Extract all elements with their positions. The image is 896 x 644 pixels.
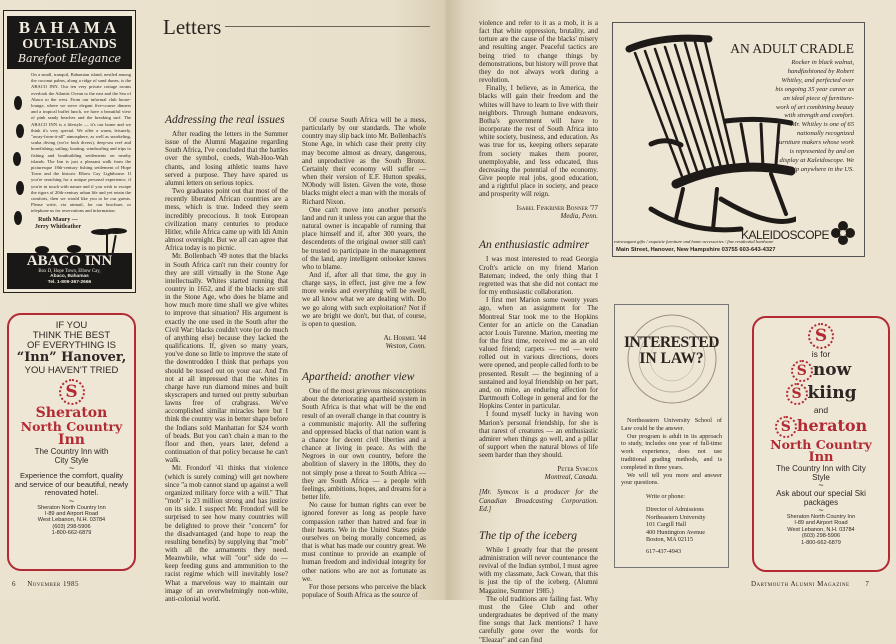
- brand-name: Inn: [808, 450, 834, 465]
- signer-name: Al Hormel '44: [383, 334, 426, 343]
- sheraton-ski-ad: [752, 316, 890, 572]
- letter-paragraph: Of course South Africa will be a mess, particularly by our standards. The whole country may slip back into Mr. Bollenbach's Stone Age, in which case their pretty city may become almost as dreary, dangerous, and unproductive as the South Bronx. Certainly their economy will suffer — when their version of E.F. Hutton speaks, NObody will listen. Given the vote, those blacks might elect a man with the morals of Richard Nixon.: [302, 116, 426, 206]
- slogan: The Country Inn with City Style: [776, 464, 866, 482]
- signer-name: Peter Symcox: [557, 465, 598, 474]
- address: 400 Huntington Avenue: [646, 528, 706, 536]
- divider: ~: [818, 480, 824, 490]
- section-title: Letters: [163, 15, 222, 39]
- ad-tagline: extravagant gifts / exquisite furniture and home accessories / fine residential hardware: [614, 239, 774, 244]
- sheraton-logo-icon: S: [808, 323, 834, 349]
- letter-paragraph: While I greatly fear that the present administration will never countenance the revival of the Indian symbol, I must agree with my classmate, Jack Cowan, that this is just the tip of the iceberg. (Alumni Magazine, Summer 1985.): [479, 545, 598, 595]
- ad-word: kiing: [807, 383, 857, 403]
- left-page: [0, 0, 448, 603]
- brand-name: Inn: [58, 432, 85, 448]
- ad-line: THINK THE BEST: [32, 330, 111, 341]
- contact-prompt: Write or phone:: [646, 493, 685, 501]
- ad-headline: IN LAW?: [639, 350, 704, 367]
- letter-signature: [302, 334, 426, 350]
- phone: 1-800-662-6879: [801, 539, 841, 546]
- brand-name: heraton: [796, 416, 868, 435]
- letter-paragraph: One can't move into another person's land and run it unless you can argue that the natural owner is incapable of running that place himself and if, after 300 years, the descendents of the original owner still can't be trusted to participate in the management of the land, any intelligent onlooker knows who to blame.: [302, 205, 426, 271]
- ad-paragraph: Our program is adult in its approach to study, includes one year of full-time work experience, does not use traditional grading methods, and is completed in three years.: [621, 432, 722, 471]
- letter-paragraph: violence and refer to it as a mob, it is a fact that white oppression, brutality, and torture are the cause of the blacks' misery and resulting anger. Peaceful tactics are being tried to change things by demonstrations, but history will prove that they do not always work during a revolution.: [479, 19, 598, 85]
- address: I-89 and Airport Road: [794, 520, 848, 527]
- divider: ~: [818, 505, 824, 515]
- letter-paragraph: I was most interested to read Georgia Croft's article on my friend Marion Bateman; indeed, the only thing that I regretted was that she did not contact me for my enthusiastic collaboration.: [479, 255, 598, 297]
- ad-body: On a small, tranquil, Bahamian island, nestled among the coconut palms, along a ridge of sand dunes, is the ABACO INN. Our ten very private cottage rooms overlook the Atlantic Ocean to the east and the Sea of Abaco to the west. From our informal club house-lounge, where we serve elegant five-course dinners and a tropical buffet lunch, we have a beautiful view of pink sandy beaches and the breaking surf. The ABACO INN is a lifestyle — it's our home and we think it's very special. We offer a warm, leisurely, "away-from-it-all" atmosphere, as well as snorkeling, scuba diving (we're both divers), deep-sea reef and bonefishing; sailing; boating, windsurfing and trips to fishing and boatbuilding settlements on nearby islands. The Inn is just a pleasant walk from the picturesque 18th-century fishing settlement of Hope Town and the historic Elbow Cay Lighthouse. If you're searching for a unique personal experience, if you're in touch with nature and if you wish to escape the rigors of 20th-century urban life and yet retain the comforts, then we would like you to be our guests. Please write, via airmail, for our brochure, or telephone us for reservations and information.: [31, 72, 131, 214]
- letters-column-1: [165, 113, 288, 603]
- phone: 617-437-4943: [646, 547, 682, 555]
- ad-footer: [7, 253, 132, 289]
- ad-headline: INTERESTED: [624, 334, 719, 351]
- page-number: 6: [12, 580, 16, 588]
- letter-signature: [479, 204, 598, 220]
- ad-line: YOU HAVEN'T TRIED: [24, 365, 119, 376]
- ad-body: [621, 417, 722, 556]
- sheraton-logo-icon: S: [786, 383, 808, 405]
- address: I-89 and Airport Road: [44, 510, 99, 517]
- address: Sheraton North Country Inn: [37, 504, 106, 511]
- ad-line: and: [813, 405, 829, 415]
- ad-address: Main Street, Hanover, New Hampshire 03755 603-643-4327: [616, 247, 776, 253]
- address: West Lebanon, N.H. 03784: [787, 526, 855, 533]
- phone: 1-800-662-6879: [51, 530, 92, 537]
- address: West Lebanon, N.H. 03784: [37, 517, 106, 524]
- letter-heading: Apartheid: another view: [302, 371, 415, 384]
- address: Box D, Hope Town, Elbow Cay,: [38, 269, 101, 274]
- kaleidoscope-ad: [612, 22, 865, 257]
- letter-paragraph: I first met Marion some twenty years ago, when an assignment for The Montreal Star took me to the Hopkins Center for an article on the Canadian actor Louis Turenne. Marion, meeting me for the first time, received me as an old valued friend; carpets — red — were rolled out in various directions, doors were opened, and people called forth to be presented. Result — the beginning of a sustained and loyal friendship on her part, and, on mine, an enduring affection for Dartmouth College in general and for the Hopkins Center in particular.: [479, 296, 598, 411]
- sheraton-logo-icon: S: [791, 360, 813, 382]
- letter-heading: An enthusiastic admirer: [479, 239, 590, 252]
- page-folio: [751, 580, 869, 588]
- letter-paragraph: No cause for human rights can ever be ignored forever as long as people have compassion rather than hatred and fear in their hearts. We in the United States pride ourselves on being morally concerned, as that is what has made our country great. We must continue to provide an example of human freedom and individual integrity for other nations who are not as fortunate as we.: [302, 501, 426, 583]
- right-page: [448, 0, 896, 644]
- magazine-name: Dartmouth Alumni Magazine: [751, 580, 850, 588]
- pitch: Ask about our special Ski packages: [776, 489, 866, 507]
- ad-line: “Inn” Hanover,: [16, 350, 127, 365]
- brand-name: Sheraton: [35, 405, 108, 421]
- address: Northeastern University: [646, 513, 706, 521]
- ad-line: is for: [811, 349, 831, 359]
- address: Sheraton North Country Inn: [786, 514, 856, 520]
- page-number: 7: [865, 580, 870, 588]
- divider: ~: [68, 463, 75, 473]
- ad-header: [7, 16, 132, 69]
- signer-place: Media, Penn.: [560, 212, 598, 221]
- letter-paragraph: Two graduates point out that most of the recently liberated African countries are a mess, which is true. Indeed they seem incredibly precocious. It took European civilization many centuries to produce Hitler, while Africa came up with Idi Amin almost overnight. But we all can agree that Africa today is no picnic.: [165, 187, 288, 253]
- owner-name: Jerry Whitleather: [34, 223, 82, 230]
- pitch: Experience the comfort, quality and service of our beautiful, newly renovated hotel.: [14, 471, 129, 497]
- sheraton-logo-icon: S: [775, 416, 797, 438]
- ad-headline: AN ADULT CRADLE: [730, 41, 854, 56]
- slogan: The Country Inn with City Style: [34, 447, 109, 465]
- address: Director of Admissions: [646, 505, 704, 513]
- letter-paragraph: For those persons who perceive the black populace of South Africa as the source of: [302, 582, 426, 599]
- brand-name: North Country: [20, 419, 123, 434]
- ad-title: BAHAMA: [18, 18, 121, 37]
- address: 101 Cargill Hall: [646, 521, 687, 529]
- title-rule: [225, 26, 430, 27]
- letter-signature: [479, 465, 598, 481]
- address: Abaco, Bahamas: [50, 274, 89, 280]
- letters-column-3: [479, 19, 598, 644]
- ad-line: OF EVERYTHING IS: [26, 340, 117, 351]
- rocking-chair-image: [621, 29, 796, 234]
- signer-name: Isabel Finkbiner Bonner '77: [516, 204, 598, 213]
- letter-paragraph: One of the most grievous misconceptions about the deteriorating apartheid system in South Africa is that what will be the end result of an overall change in that country is a communistic majority. All the suffering and oppressed blacks of that nation want is a chance for decent civil liberties and a chance at living in peace. As with the Negroes in our own country, before the abolition of slavery in the 1800s, they do not simply pose a threat to South Africa — they are South Africa — a people with feelings, ambitions, hopes, and dreams for a better life.: [302, 387, 426, 502]
- ad-line: IF YOU: [55, 320, 88, 331]
- ad-owners: [28, 217, 88, 231]
- letter-heading: The tip of the iceberg: [479, 529, 577, 542]
- sheraton-logo-icon: S: [59, 379, 85, 405]
- brand-name: KALEIDOSCOPE: [741, 228, 830, 242]
- divider: ~: [68, 495, 75, 506]
- signer-place: Weston, Conn.: [385, 342, 426, 351]
- abaco-inn-ad: [3, 10, 136, 293]
- letter-paragraph: The old traditions are failing fast. Why must the Glee Club and other undergraduates be deprived of the many fine songs that Jack mentions? I have carefully gone over the words for "Eleazar" and can find: [479, 594, 598, 644]
- letter-paragraph: And if, after all that time, the guy in charge says, in effect, just give me a few more weeks and everything will be swell, we all know what we are dealing with. Do we go along with such exploitation? Not if we are bright we don't, but that, of course, is open to question.: [302, 270, 426, 328]
- ad-paragraph: Northeastern University School of Law could be the answer.: [621, 417, 722, 432]
- phone: (603) 298-5906: [801, 533, 841, 540]
- brand-name: North Country: [770, 437, 872, 452]
- letter-heading: Addressing the real issues: [165, 114, 285, 126]
- letter-paragraph: Mr. Bollenbach '49 notes that the blacks in South Africa can't run their country for they are still virtually in the Stone Age intellectually. Whites started running that country in 1652, and if the blacks are still in the Stone Age, who does he blame and how much more time shall we give whites to improve that situation? His argument is exactly the one used in the South after the Civil War: blacks couldn't vote (or do much of anything else) because they lacked the qualifications. If, given so many years, you've done so little to improve the state of the downtrodden I think that perhaps you should be tossed out on your ear. And I'm not at all impressed that the whites in charge have run diamond mines and built skyscrapers and turned out pretty suburban lawns free of crabgrass. We've accomplished similar miracles here but I think the country was in better shape before the Indians sold Manhattan for $24 worth of beads. But you can't chain a man to the floor and then, years later, defend a continuation of that policy because he can't walk.: [165, 252, 288, 465]
- letters-column-2: [302, 116, 426, 599]
- letter-paragraph: Finally, I believe, as in America, the blacks will gain their freedom and the whites will have to learn to live with their neighbors. Through humane endeavors, Botha's government will have to incorporate the rest of South Africa into white society, business, and education. As was true for us, keeping others separate from society makes them poorer, unemployable, and less educated, thus decreasing the potential of the economy. Give people real jobs, good education, and a rightful place in society, and peace and prosperity will reign.: [479, 84, 598, 199]
- sheraton-hanover-ad: [7, 313, 136, 571]
- page-folio: [12, 580, 79, 588]
- signer-place: Montreal, Canada.: [544, 473, 598, 482]
- ad-body: Rocker in black walnut, handfashioned by Robert Whitley, and perfected over his ongoing 35 year career as an ideal piece of furniture-work of art combining beauty with strength and comfort. Mr. Whitley is one of 65 nationally recognized furniture makers whose work is represented by and on display at Kaleidoscope. We ship anywhere in the US.: [775, 59, 854, 173]
- phone: (603) 298-5906: [52, 523, 91, 530]
- ad-subtitle: OUT-ISLANDS: [22, 37, 117, 52]
- letter-paragraph: Mr. Frondorf '41 thinks that violence (which is surely coming) will get nowhere since "a mob cannot stand up against a well organized military force with a will." That "mob" is 23 million strong and has justice on its side. I suspect Mr. Frondorf will be surprised to see how many countries will be delighted to prove their "concern" for the disadvantaged (and hope to reap the resulting benefits) by supplying that "mob" with all the armaments they need. Meanwhile, what will "our" side do — keep feeding guns and ammunition to the racist regime which will inevitably lose? What a marvelous way to maintain our image of an overwhelmingly non-white, anti-colonial world.: [165, 464, 288, 603]
- phone: Tel. 1-809-367-2666: [47, 279, 92, 285]
- ad-word: now: [812, 360, 852, 380]
- inn-name: ABACO INN: [26, 253, 113, 269]
- issue-date: November 1985: [27, 580, 80, 588]
- editor-note: [Mr. Symcox is a producer for the Canadian Broadcasting Corporation. Ed.]: [479, 488, 598, 513]
- northeastern-law-ad: [614, 304, 729, 568]
- footprints-icon: [8, 93, 28, 243]
- letter-paragraph: I found myself lucky in having won Marion's personal friendship, for she is that rarest of creatures — an enthusiastic admirer when things go well, and a pillar of support when the natural blows of life seem harder than they should.: [479, 410, 598, 460]
- letter-paragraph: After reading the letters in the Summer issue of the Alumni Magazine regarding South Africa, I've concluded that the battles over the symbol, coeds, Wah-Hoo-Wah chants, and losing athletic teams have served a purpose. They have spared us alumni letters on serious topics.: [165, 130, 288, 187]
- ad-paragraph: We will tell you more and answer your questions.: [621, 471, 722, 487]
- owner-name: Ruth Maury —: [38, 216, 78, 223]
- kaleidoscope-logo-icon: [831, 221, 855, 245]
- address: Boston, MA 02115: [646, 536, 694, 544]
- ad-tagline: Barefoot Elegance: [17, 52, 122, 65]
